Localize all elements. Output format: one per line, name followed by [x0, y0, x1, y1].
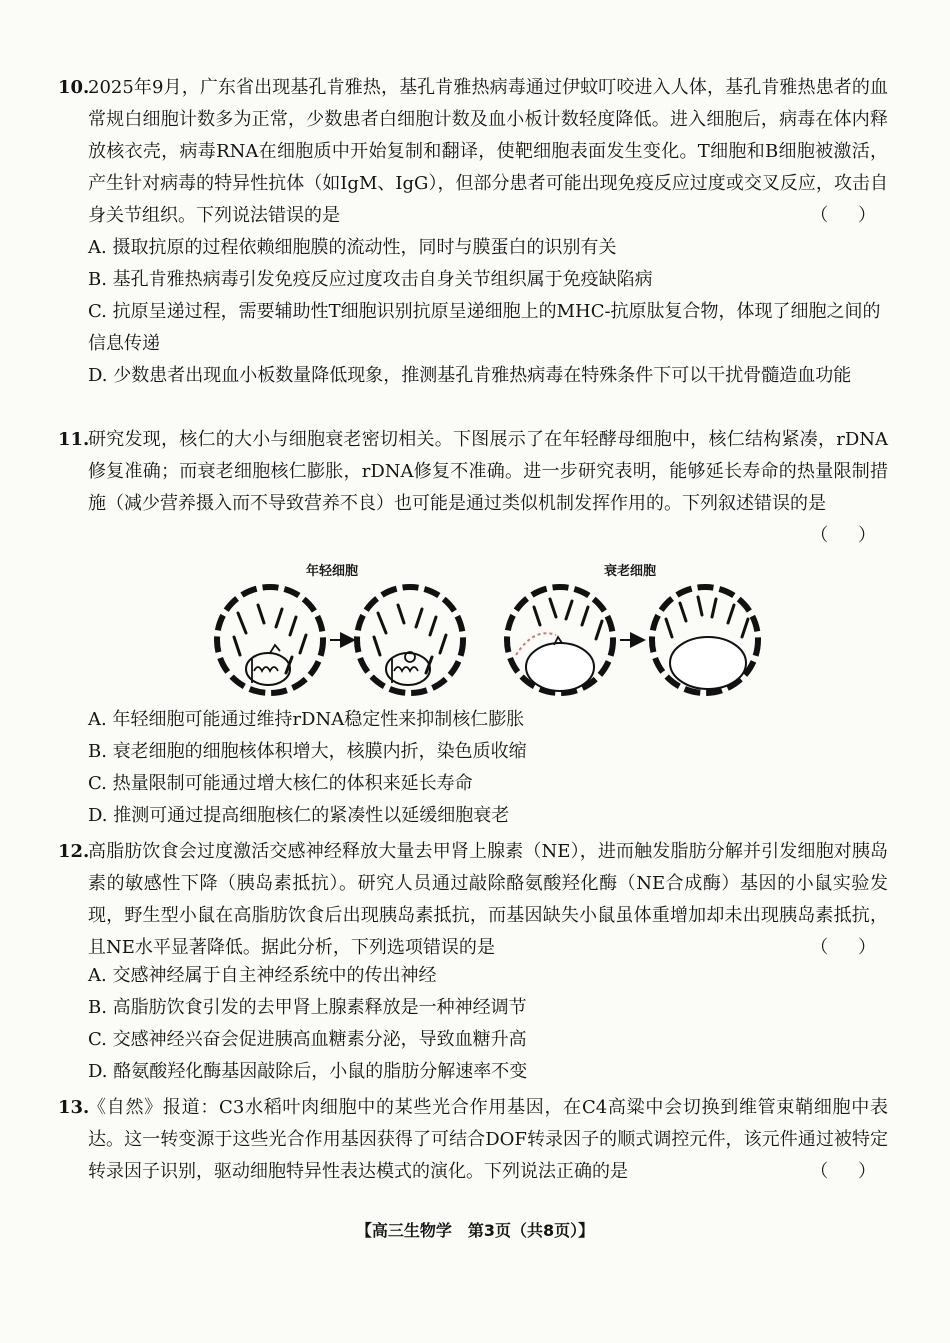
stem-text: 《自然》报道：C3水稻叶肉细胞中的某些光合作用基因，在C4高粱中会切换到维管束鞘细胞中表达。这一转变源于这些光合作用基因获得了可结合DOF转录因子的顺式调控元件，该元件通过被特定转录因子识别，驱动细胞特异性表达模式的演化。下列说法正确的是: [88, 1097, 888, 1182]
label-young-cell: 年轻细胞: [306, 564, 359, 579]
option-a: A. 摄取抗原的过程依赖细胞膜的流动性，同时与膜蛋白的识别有关: [88, 237, 617, 258]
page-footer: 【高三生物学 第3页（共8页）】: [355, 1221, 595, 1240]
question-number: 12.: [58, 841, 90, 862]
question-12: [58, 836, 888, 964]
option-d: D. 推测可通过提高细胞核仁的紧凑性以延缓细胞衰老: [88, 805, 510, 826]
question-11: [58, 424, 888, 552]
answer-paren: （ ）: [810, 937, 888, 958]
stem-text: 高脂肪饮食会过度激活交感神经释放大量去甲肾上腺素（NE），进而触发脂肪分解并引发细胞对胰岛素的敏感性下降（胰岛素抵抗）。研究人员通过敲除酪氨酸羟化酶（NE合成酶）基因的小鼠实验发现，野生型小鼠在高脂肪饮食后出现胰岛素抵抗，而基因缺失小鼠虽体重增加却未出现胰岛素抵抗，且NE水平显著降低。据此分析，下列选项错误的是: [88, 841, 888, 958]
young-cell-1: [217, 587, 323, 693]
aging-cell-1: [507, 587, 613, 693]
option-c: C. 交感神经兴奋会促进胰高血糖素分泌，导致血糖升高: [88, 1029, 527, 1050]
question-stem: [88, 72, 888, 232]
option-b: B. 衰老细胞的细胞核体积增大，核膜内折，染色质收缩: [88, 741, 527, 762]
question-stem: [88, 1092, 888, 1188]
answer-paren: （ ）: [810, 525, 888, 546]
question-13: [58, 1092, 888, 1188]
option-c: C. 热量限制可能通过增大核仁的体积来延长寿命: [88, 773, 473, 794]
question-number: 13.: [58, 1097, 90, 1118]
aging-cell-2: [652, 587, 758, 693]
label-aging-cell: 衰老细胞: [604, 564, 657, 579]
option-d: D. 少数患者出现血小板数量降低现象，推测基孔肯雅热病毒在特殊条件下可以干扰骨髓造血功能: [88, 365, 852, 386]
question-stem: [88, 836, 888, 964]
question-10: [58, 72, 888, 232]
question-stem: [88, 424, 888, 546]
question-number: 10.: [58, 77, 90, 98]
option-c: C. 抗原呈递过程，需要辅助性T细胞识别抗原呈递细胞上的MHC-抗原肽复合物，体现了细胞之间的信息传递: [88, 301, 881, 354]
question-number: 11.: [58, 429, 90, 450]
young-cell-2: [357, 587, 463, 693]
answer-paren: （ ）: [810, 1161, 888, 1182]
stem-text: 2025年9月，广东省出现基孔肯雅热，基孔肯雅热病毒通过伊蚊叮咬进入人体，基孔肯雅热患者的血常规白细胞计数多为正常，少数患者白细胞计数及血小板计数轻度降低。进入细胞后，病毒在体内释放核衣壳，病毒RNA在细胞质中开始复制和翻译，使靶细胞表面发生变化。T细胞和B细胞被激活，产生针对病毒的特异性抗体（如IgM、IgG），但部分患者可能出现免疫反应过度或交叉反应，攻击自身关节组织。下列说法错误的是: [88, 77, 888, 226]
yeast-nucleolus-diagram: [200, 575, 780, 705]
stem-text: 研究发现，核仁的大小与细胞衰老密切相关。下图展示了在年轻酵母细胞中，核仁结构紧凑，rDNA修复准确；而衰老细胞核仁膨胀，rDNA修复不准确。进一步研究表明，能够延长寿命的热量限制措施（减少营养摄入而不导致营养不良）也可能是通过类似机制发挥作用的。下列叙述错误的是: [88, 429, 888, 514]
option-d: D. 酪氨酸羟化酶基因敲除后，小鼠的脂肪分解速率不变: [88, 1061, 528, 1082]
option-b: B. 高脂肪饮食引发的去甲肾上腺素释放是一种神经调节: [88, 997, 527, 1018]
option-b: B. 基孔肯雅热病毒引发免疫反应过度攻击自身关节组织属于免疫缺陷病: [88, 269, 653, 290]
option-a: A. 年轻细胞可能通过维持rDNA稳定性来抑制核仁膨胀: [88, 709, 525, 730]
option-a: A. 交感神经属于自主神经系统中的传出神经: [88, 965, 437, 986]
answer-paren: （ ）: [810, 205, 888, 226]
